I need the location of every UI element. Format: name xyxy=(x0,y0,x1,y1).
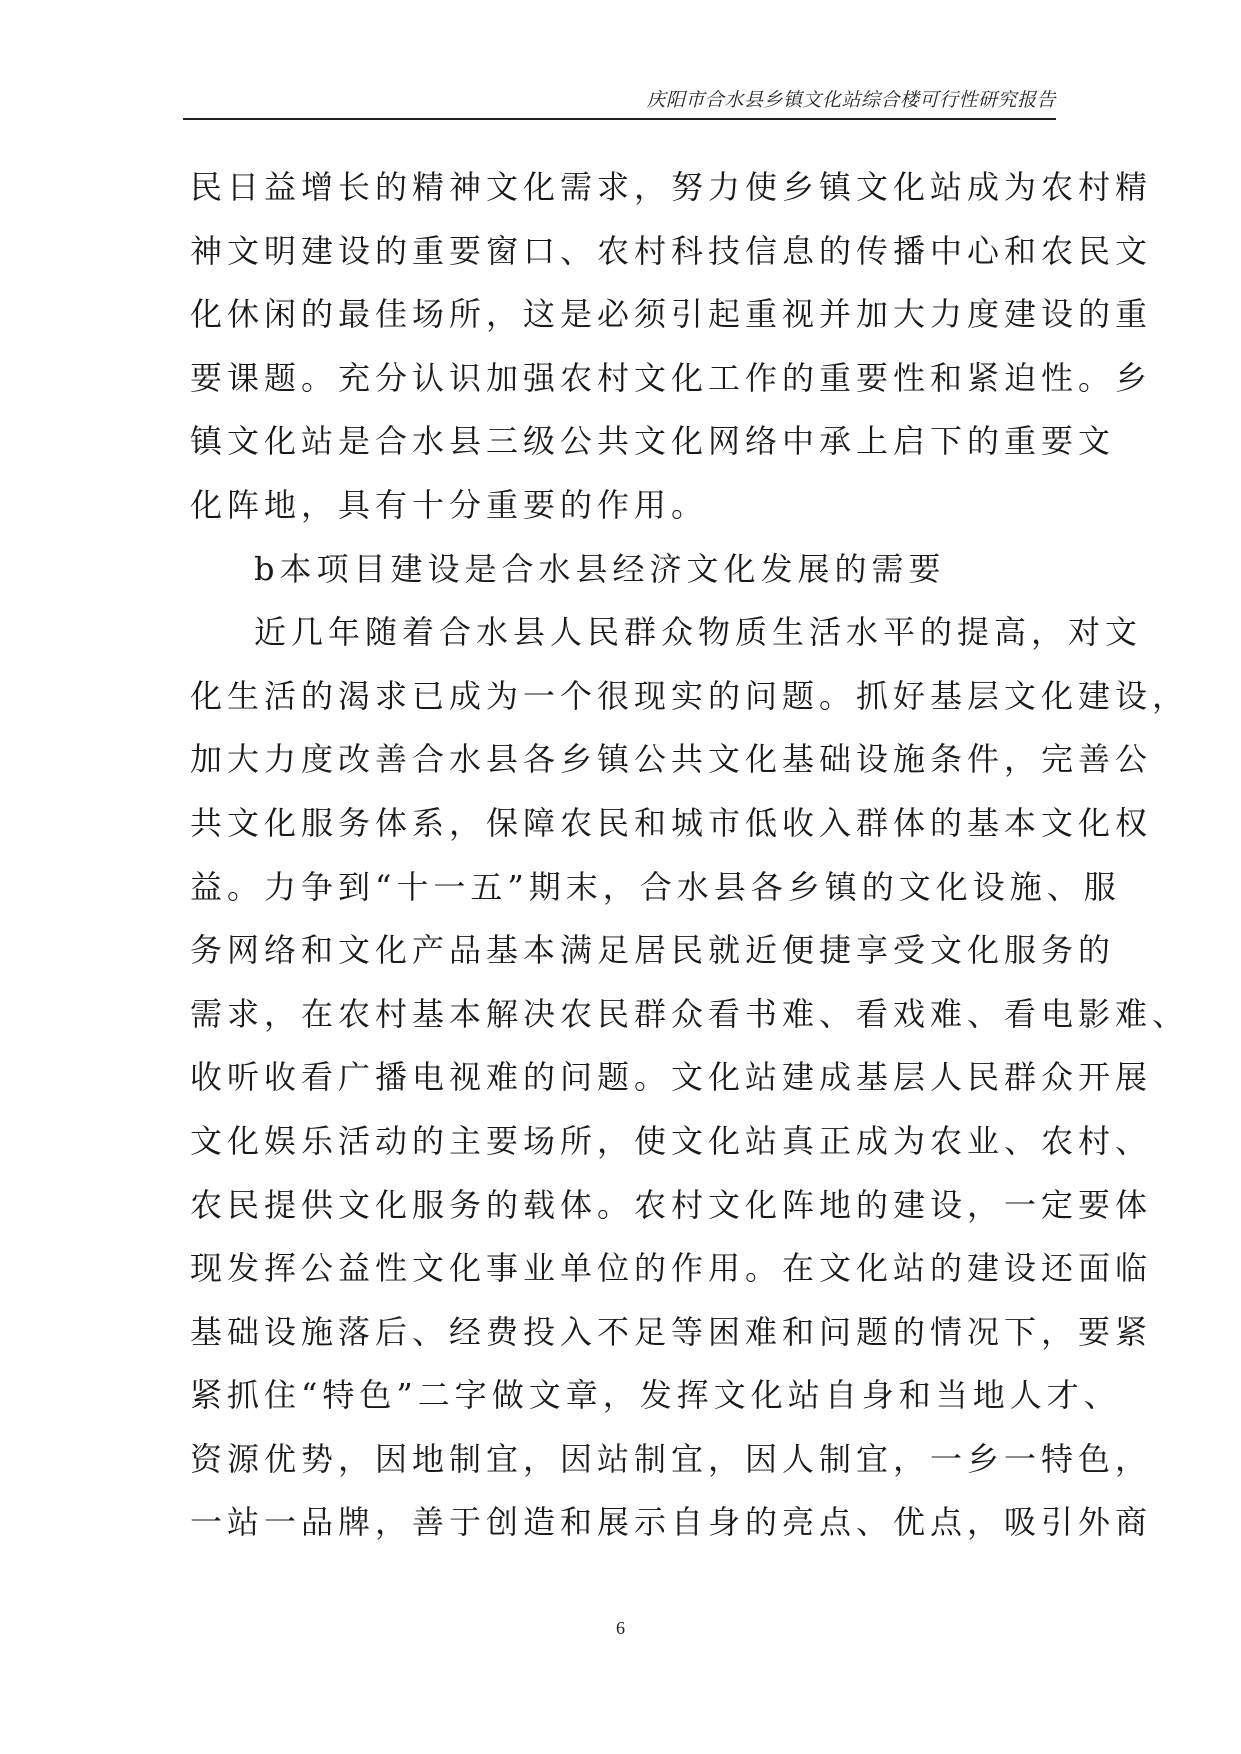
body-text xyxy=(190,156,1190,1555)
text-line: 现发挥公益性文化事业单位的作用。在文化站的建设还面临 xyxy=(190,1249,1153,1288)
text-line: 要课题。充分认识加强农村文化工作的重要性和紧迫性。乡 xyxy=(190,358,1153,397)
text-line: 需求，在农村基本解决农民群众看书难、看戏难、看电影难、 xyxy=(190,994,1190,1033)
text-line: 化休闲的最佳场所，这是必须引起重视并加大力度建设的重 xyxy=(190,295,1153,334)
text-line: 资源优势，因地制宜，因站制宜，因人制宜，一乡一特色， xyxy=(190,1439,1153,1478)
text-line: 文化娱乐活动的主要场所，使文化站真正成为农业、农村、 xyxy=(190,1121,1153,1160)
text-line: 基础设施落后、经费投入不足等困难和问题的情况下，要紧 xyxy=(190,1312,1153,1351)
text-line: 一站一品牌，善于创造和展示自身的亮点、优点，吸引外商 xyxy=(190,1503,1153,1542)
text-line: 收听收看广播电视难的问题。文化站建成基层人民群众开展 xyxy=(190,1058,1153,1097)
text-line: 农民提供文化服务的载体。农村文化阵地的建设，一定要体 xyxy=(190,1185,1153,1224)
page-number: 6 xyxy=(616,1618,625,1638)
text-line: 神文明建设的重要窗口、农村科技信息的传播中心和农民文 xyxy=(190,231,1153,270)
text-line: 共文化服务体系，保障农民和城市低收入群体的基本文化权 xyxy=(190,803,1153,842)
text-line: 加大力度改善合水县各乡镇公共文化基础设施条件，完善公 xyxy=(190,740,1153,779)
text-line: 务网络和文化产品基本满足居民就近便捷享受文化服务的 xyxy=(190,931,1116,970)
text-line: 民日益增长的精神文化需求，努力使乡镇文化站成为农村精 xyxy=(190,168,1153,206)
section-heading: b本项目建设是合水县经济文化发展的需要 xyxy=(254,549,946,588)
text-line: 化生活的渴求已成为一个很现实的问题。抓好基层文化建设， xyxy=(190,676,1190,715)
header-title: 庆阳市合水县乡镇文化站综合楼可行性研究报告 xyxy=(646,89,1056,111)
text-line: 化阵地，具有十分重要的作用。 xyxy=(190,485,709,524)
text-line: 益。力争到“十一五”期末，合水县各乡镇的文化设施、服 xyxy=(190,867,1121,906)
text-line: 近几年随着合水县人民群众物质生活水平的提高，对文 xyxy=(254,613,1143,652)
page-header xyxy=(183,82,1056,120)
text-line: 紧抓住“特色”二字做文章，发挥文化站自身和当地人才、 xyxy=(190,1376,1121,1415)
text-line: 镇文化站是合水县三级公共文化网络中承上启下的重要文 xyxy=(190,422,1116,461)
